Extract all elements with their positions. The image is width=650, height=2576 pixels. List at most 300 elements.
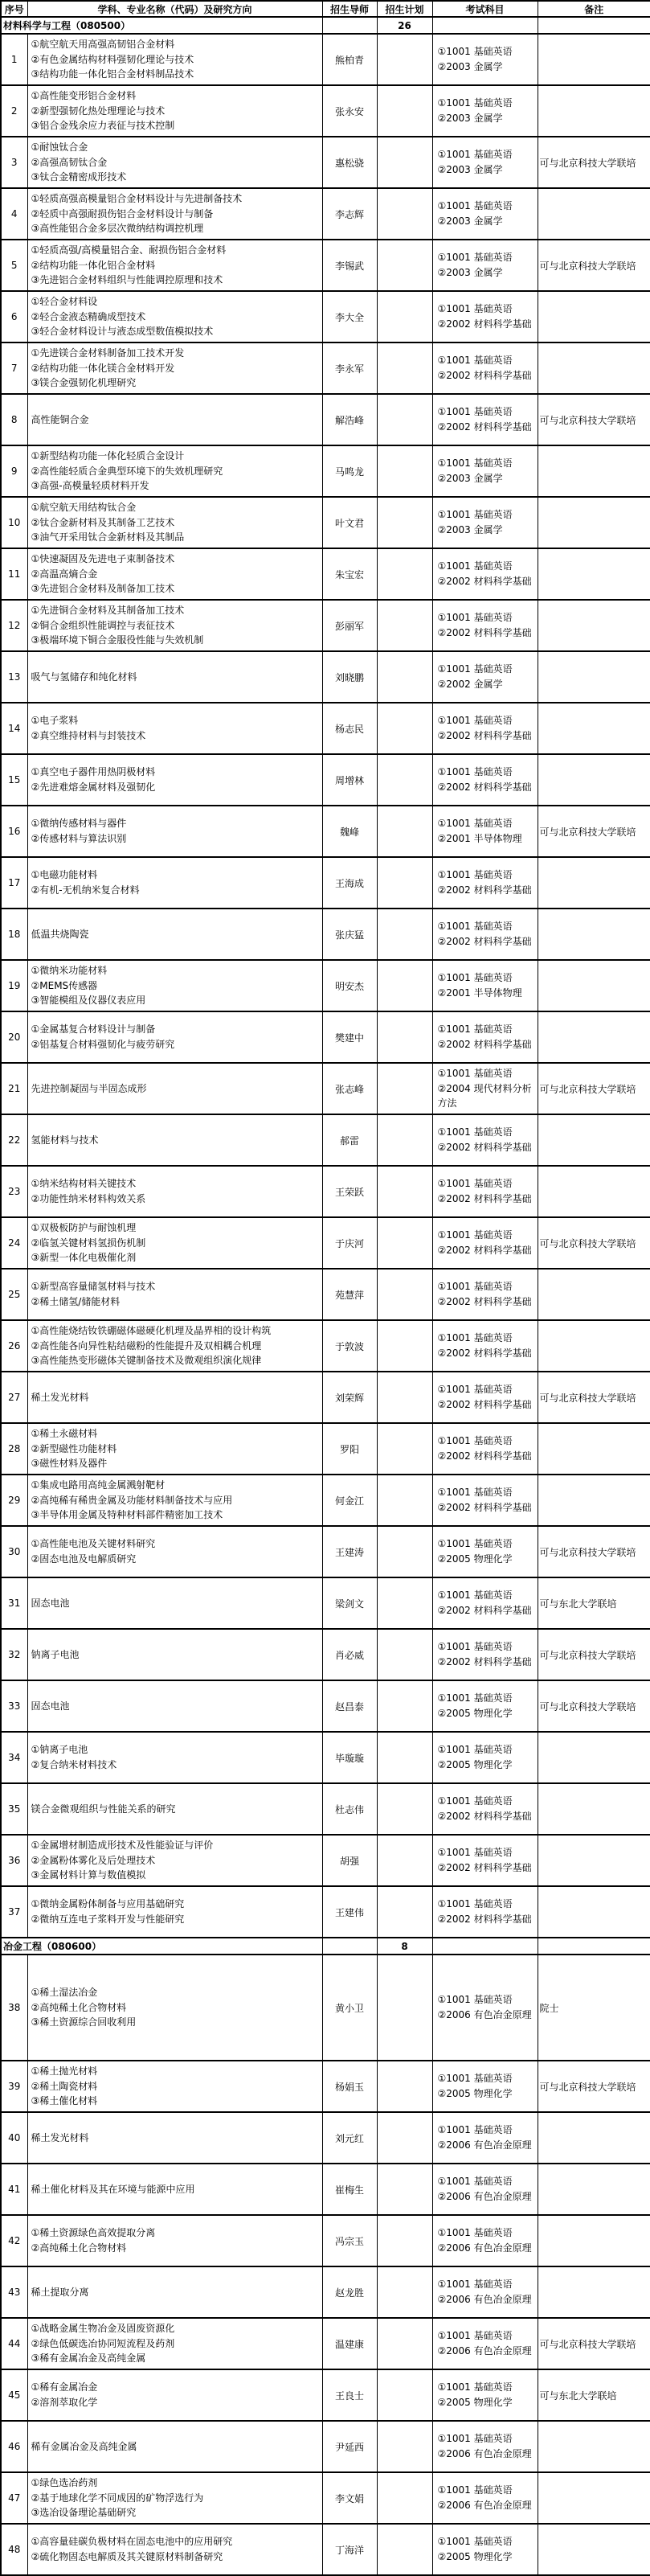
exam-line: ②2002 材料科学基础 [437,1656,532,1667]
table-row [1,137,650,188]
exam-line: ②2002 材料科学基础 [437,781,532,793]
advisor-cell: 周增林 [322,754,377,806]
exam-line: ②2001 半导体物理 [437,987,522,999]
plan-cell [377,445,432,497]
direction-line: ①高性能烧结钕铁硼磁体磁硬化机理及晶界相的设计构筑 [31,1325,272,1337]
exam-line: ②2006 有色冶金原理 [437,2345,532,2357]
row-number-cell: 45 [1,2369,27,2421]
exam-cell [432,2061,538,2112]
exam-cell [432,2421,538,2472]
exam-cell [432,240,538,291]
row-number-cell: 39 [1,2061,27,2112]
directions-cell [27,1886,322,1938]
row-number-cell: 30 [1,1526,27,1577]
row-number-cell: 20 [1,1011,27,1063]
section-title: 冶金工程（080600） [1,1938,322,1955]
directions-cell [27,1320,322,1372]
advisor-cell: 李锡武 [322,240,377,291]
remark-cell [538,1783,650,1835]
col-header-remark: 备注 [538,1,650,17]
exam-line: ②2002 材料科学基础 [437,1039,532,1050]
directions-cell [27,2266,322,2318]
plan-cell [377,806,432,857]
exam-line: ①1001 基础英语 [437,2381,513,2393]
remark-cell: 可与北京科技大学联培 [538,1063,650,1114]
row-number-cell: 11 [1,548,27,600]
exam-line: ①1001 基础英语 [437,1023,513,1036]
advisor-cell: 冯宗玉 [322,2215,377,2266]
exam-cell [432,1320,538,1372]
direction-line: ②铝基复合材料强韧化与疲劳研究 [31,1039,175,1050]
exam-cell [432,1835,538,1886]
directions-cell [27,600,322,651]
exam-cell [432,343,538,394]
direction-line: 钠离子电池 [31,1648,80,1660]
exam-cell [432,1680,538,1732]
section-remark-cell [538,1938,650,1955]
exam-cell [432,960,538,1011]
directions-cell [27,1526,322,1577]
row-number-cell: 8 [1,394,27,445]
remark-cell [538,1886,650,1938]
exam-line: ①1001 基础英语 [437,2536,513,2548]
row-number-cell: 41 [1,2164,27,2215]
direction-line: ②高性能各向异性粘结磁粉的性能提升及双相耦合机理 [31,1339,262,1352]
advisor-cell: 王海成 [322,857,377,909]
plan-cell [377,1217,432,1269]
row-number-cell: 42 [1,2215,27,2266]
table-row [1,2421,650,2472]
directions-cell [27,1063,322,1114]
table-row [1,1423,650,1475]
direction-line: 吸气与氢储存和纯化材料 [31,671,137,683]
row-number-cell: 29 [1,1475,27,1526]
exam-line: ①1001 基础英语 [437,406,513,418]
plan-cell [377,703,432,754]
table-row [1,1320,650,1372]
direction-line: 稀有金属冶金及高纯金属 [31,2440,137,2452]
plan-cell [377,960,432,1011]
advisor-cell: 温建康 [322,2318,377,2369]
remark-cell [538,600,650,651]
exam-line: ①1001 基础英语 [437,2073,513,2085]
direction-line: ②传感材料与算法识别 [31,833,127,844]
advisor-cell: 杜志伟 [322,1783,377,1835]
section-exam-cell [432,1938,538,1955]
direction-line: ③铝合金残余应力表征与技术控制 [31,120,175,132]
direction-line: ①绿色选冶药剂 [31,2477,98,2489]
remark-cell: 可与北京科技大学联培 [538,394,650,445]
direction-line: ②高纯稀土化合物材料 [31,2001,127,2013]
directions-cell [27,2318,322,2369]
exam-line: ①1001 基础英语 [437,252,513,264]
directions-cell [27,909,322,960]
direction-line: ①金属增材制造成形技术及性能验证与评价 [31,1840,214,1852]
exam-line: ①1001 基础英语 [437,1847,513,1859]
direction-line: 镁合金微观组织与性能关系的研究 [31,1803,176,1815]
row-number-cell: 1 [1,34,27,85]
exam-line: ①1001 基础英语 [437,1898,513,1910]
directions-cell [27,1475,322,1526]
row-number-cell: 26 [1,1320,27,1372]
table-row [1,2215,650,2266]
section-plan: 8 [377,1938,432,1955]
exam-cell [432,137,538,188]
exam-cell [432,703,538,754]
remark-cell [538,188,650,240]
table-row [1,703,650,754]
remark-cell [538,909,650,960]
direction-line: ①战略金属生物冶金及固废资源化 [31,2323,175,2335]
exam-line: ①1001 基础英语 [437,2227,513,2239]
direction-line: ②稀土储氢/储能材料 [31,1296,121,1307]
direction-line: ②新型强韧化热处理理论与技术 [31,105,166,117]
directions-cell [27,188,322,240]
exam-cell [432,1475,538,1526]
table-row [1,1269,650,1320]
remark-cell [538,1269,650,1320]
advisor-cell: 李永军 [322,343,377,394]
exam-cell [432,85,538,137]
table-row [1,2266,650,2318]
direction-line: ③金属材料计算与数值模拟 [31,1869,146,1881]
remark-cell [538,960,650,1011]
exam-line: ②2006 有色冶金原理 [437,2191,532,2202]
exam-line: ②2002 材料科学基础 [437,1296,532,1307]
exam-line: ②2002 材料科学基础 [437,936,532,947]
exam-line: ②2003 金属学 [437,473,503,484]
table-row [1,1166,650,1217]
directions-cell [27,1114,322,1166]
row-number-cell: 38 [1,1955,27,2061]
directions-cell [27,2472,322,2524]
advisor-cell: 刘元红 [322,2112,377,2164]
exam-line: ①1001 基础英语 [437,509,513,521]
table-row [1,1011,650,1063]
plan-cell [377,1011,432,1063]
direction-line: ①微纳传感材料与器件 [31,818,127,830]
directions-cell [27,806,322,857]
direction-line: 低温共烧陶瓷 [31,928,89,940]
exam-cell [432,909,538,960]
exam-cell [432,2266,538,2318]
remark-cell: 可与北京科技大学联培 [538,1680,650,1732]
plan-cell [377,1732,432,1783]
row-number-cell: 17 [1,857,27,909]
remark-cell [538,2524,650,2575]
plan-cell [377,291,432,343]
remark-cell [538,703,650,754]
directions-cell [27,2112,322,2164]
plan-cell [377,1629,432,1680]
section-plan: 26 [377,17,432,34]
remark-cell: 可与北京科技大学联培 [538,2318,650,2369]
exam-line: ①1001 基础英语 [437,1281,513,1293]
exam-line: ①1001 基础英语 [437,1126,513,1138]
direction-line: 稀土催化材料及其在环境与能源中应用 [31,2183,195,2195]
direction-line: ③选冶设备理论基础研究 [31,2507,137,2519]
exam-line: ②2005 物理化学 [437,1708,513,1719]
direction-line: ②基于地球化学不同成因的矿物浮选行为 [31,2492,204,2504]
row-number-cell: 18 [1,909,27,960]
direction-line: ①双极板防护与耐蚀机理 [31,1222,137,1234]
exam-cell [432,1269,538,1320]
plan-cell [377,1063,432,1114]
exam-line: ②2002 材料科学基础 [437,576,532,587]
direction-line: 固态电池 [31,1700,70,1712]
exam-line: ②2002 材料科学基础 [437,730,532,741]
exam-line: ②2002 材料科学基础 [437,1142,532,1153]
direction-line: ①轻质高强高模量铝合金材料设计与先进制备技术 [31,193,243,205]
advisor-cell: 马鸣龙 [322,445,377,497]
exam-line: ②2002 材料科学基础 [437,318,532,330]
exam-line: ①1001 基础英语 [437,1068,513,1080]
plan-cell [377,137,432,188]
directions-cell [27,1217,322,1269]
directions-cell [27,445,322,497]
direction-line: ③稀有金属冶金及高纯金属 [31,2352,146,2365]
row-number-cell: 36 [1,1835,27,1886]
exam-line: ②2005 物理化学 [437,2551,513,2562]
row-number-cell: 5 [1,240,27,291]
exam-cell [432,1732,538,1783]
exam-line: ①1001 基础英语 [437,1538,513,1550]
exam-cell [432,1955,538,2061]
remark-cell [538,2112,650,2164]
table-row [1,2369,650,2421]
row-number-cell: 16 [1,806,27,857]
exam-line: ②2002 材料科学基础 [437,1605,532,1616]
row-number-cell: 21 [1,1063,27,1114]
directions-cell [27,343,322,394]
table-row [1,960,650,1011]
remark-cell: 可与北京科技大学联培 [538,240,650,291]
advisor-cell: 刘晓鹏 [322,651,377,703]
direction-line: ②轻合金液态精确成型技术 [31,310,146,322]
exam-cell [432,1114,538,1166]
remark-cell: 可与北京科技大学联培 [538,1629,650,1680]
exam-cell [432,2215,538,2266]
direction-line: ③高强-高模量轻质材料开发 [31,480,149,492]
exam-cell [432,2164,538,2215]
exam-cell [432,1372,538,1423]
direction-line: ②临氢关键材料氢损伤机制 [31,1237,146,1249]
directions-cell [27,291,322,343]
direction-line: ①钠离子电池 [31,1744,88,1756]
row-number-cell: 6 [1,291,27,343]
exam-cell [432,445,538,497]
exam-line: ②2002 材料科学基础 [437,421,532,433]
exam-line: ①1001 基础英语 [437,972,513,984]
direction-line: ①高性能变形铝合金材料 [31,90,137,102]
exam-line: ①1001 基础英语 [437,1692,513,1704]
directions-cell [27,2215,322,2266]
exam-cell [432,1063,538,1114]
row-number-cell: 24 [1,1217,27,1269]
direction-line: ②铜合金组织性能调控与表征技术 [31,619,175,631]
advisor-cell: 于庆河 [322,1217,377,1269]
table-row [1,1577,650,1629]
direction-line: ②MEMS传感器 [31,979,98,991]
remark-cell [538,445,650,497]
remark-cell [538,291,650,343]
directions-cell [27,1423,322,1475]
plan-cell [377,1526,432,1577]
remark-cell [538,2164,650,2215]
exam-cell [432,651,538,703]
plan-cell [377,1835,432,1886]
exam-line: ②2006 有色冶金原理 [437,2500,532,2511]
direction-line: ②先进难熔金属材料及强韧化 [31,781,156,793]
remark-cell [538,651,650,703]
directions-cell [27,857,322,909]
row-number-cell: 28 [1,1423,27,1475]
exam-line: ②2002 材料科学基础 [437,1347,532,1359]
exam-cell [432,857,538,909]
row-number-cell: 31 [1,1577,27,1629]
direction-line: ①先进铜合金材料及其制备加工技术 [31,605,185,617]
exam-cell [432,34,538,85]
exam-line: ①1001 基础英语 [437,46,513,58]
exam-line: ②2005 物理化学 [437,1553,513,1565]
direction-line: 氢能材料与技术 [31,1134,99,1146]
advisor-cell: 苑慧萍 [322,1269,377,1320]
exam-line: ①1001 基础英语 [437,1487,513,1499]
table-body [1,17,650,2575]
direction-line: ①新型高容量储氢材料与技术 [31,1281,156,1293]
row-number-cell: 40 [1,2112,27,2164]
remark-cell [538,754,650,806]
row-number-cell: 22 [1,1114,27,1166]
advisor-cell: 毕璇璇 [322,1732,377,1783]
plan-cell [377,1372,432,1423]
table-row [1,497,650,548]
direction-line: ①高性能电池及关键材料研究 [31,1538,156,1550]
remark-cell [538,1475,650,1526]
exam-line: ①1001 基础英语 [437,2484,513,2496]
directions-cell [27,703,322,754]
table-row [1,1629,650,1680]
table-row [1,343,650,394]
exam-line: ①1001 基础英语 [437,1744,513,1756]
directions-cell [27,137,322,188]
remark-cell [538,1166,650,1217]
exam-line: ②2005 物理化学 [437,1759,513,1770]
exam-line: ①1001 基础英语 [437,2433,513,2445]
advisor-cell: 梁剑文 [322,1577,377,1629]
row-number-cell: 13 [1,651,27,703]
remark-cell [538,85,650,137]
exam-cell [432,548,538,600]
advisor-cell: 罗阳 [322,1423,377,1475]
section-row [1,1938,650,1955]
exam-line: ②2006 有色冶金原理 [437,2242,532,2254]
exam-line: ①1001 基础英语 [437,2330,513,2342]
col-header-seq: 序号 [1,1,27,17]
exam-line: ①1001 基础英语 [437,457,513,470]
col-header-exam: 考试科目 [432,1,538,17]
exam-line: ①1001 基础英语 [437,2124,513,2136]
advisor-cell: 李大全 [322,291,377,343]
advisor-cell: 黄小卫 [322,1955,377,2061]
remark-cell [538,1423,650,1475]
advisor-cell: 张志峰 [322,1063,377,1114]
table-row [1,1063,650,1114]
exam-line: ①1001 基础英语 [437,1332,513,1344]
exam-cell [432,600,538,651]
row-number-cell: 7 [1,343,27,394]
table-row [1,2524,650,2575]
advisor-cell: 明安杰 [322,960,377,1011]
advisor-cell: 于敦波 [322,1320,377,1372]
exam-line: ①1001 基础英语 [437,1795,513,1807]
exam-cell [432,1011,538,1063]
plan-cell [377,394,432,445]
advisor-cell: 魏峰 [322,806,377,857]
direction-line: ①稀有金属冶金 [31,2381,98,2393]
table-row [1,2472,650,2524]
direction-line: ②硫化物固态电解质及其关键原材料制备研究 [31,2551,223,2562]
directions-cell [27,85,322,137]
plan-cell [377,754,432,806]
direction-line: ①航空航天用结构钛合金 [31,502,137,514]
direction-line: ①稀土抛光材料 [31,2065,98,2078]
directions-cell [27,1011,322,1063]
table-row [1,1886,650,1938]
remark-cell [538,1114,650,1166]
direction-line: ②固态电池及电解质研究 [31,1553,137,1565]
row-number-cell: 12 [1,600,27,651]
direction-line: 稀土发光材料 [31,1391,89,1403]
row-number-cell: 9 [1,445,27,497]
exam-line: ②2003 金属学 [437,61,503,72]
plan-cell [377,2524,432,2575]
exam-line: ①1001 基础英语 [437,303,513,315]
directions-cell [27,2369,322,2421]
exam-line: ②2006 有色冶金原理 [437,2448,532,2459]
table-row [1,857,650,909]
remark-cell [538,1011,650,1063]
direction-line: ③新型一体化电极催化剂 [31,1252,137,1264]
direction-line: ③先进铝合金材料组织与性能调控原理和技术 [31,274,223,286]
exam-line: ②2002 材料科学基础 [437,370,532,381]
exam-line: ①1001 基础英语 [437,1384,513,1396]
plan-cell [377,548,432,600]
exam-cell [432,1629,538,1680]
direction-line: ①轻合金材料设 [31,296,98,308]
plan-cell [377,2369,432,2421]
exam-line: ②2002 材料科学基础 [437,1862,532,1873]
exam-line: ②2005 物理化学 [437,2397,513,2408]
direction-line: 先进控制凝固与半固态成形 [31,1082,147,1094]
direction-line: ①真空电子器件用热阴极材料 [31,766,156,778]
direction-line: ②高温高熵合金 [31,568,98,580]
directions-cell [27,1372,322,1423]
advisor-cell: 丁海洋 [322,2524,377,2575]
row-number-cell: 27 [1,1372,27,1423]
advisor-cell: 赵昌泰 [322,1680,377,1732]
exam-line: ②2006 有色冶金原理 [437,2139,532,2151]
direction-line: ①稀土资源绿色高效提取分离 [31,2227,156,2239]
row-number-cell: 4 [1,188,27,240]
plan-cell [377,1269,432,1320]
direction-line: ①快速凝固及先进电子束制备技术 [31,553,175,565]
exam-line: ①1001 基础英语 [437,921,513,933]
directions-cell [27,2524,322,2575]
directions-cell [27,240,322,291]
table-row [1,1526,650,1577]
plan-cell [377,2215,432,2266]
